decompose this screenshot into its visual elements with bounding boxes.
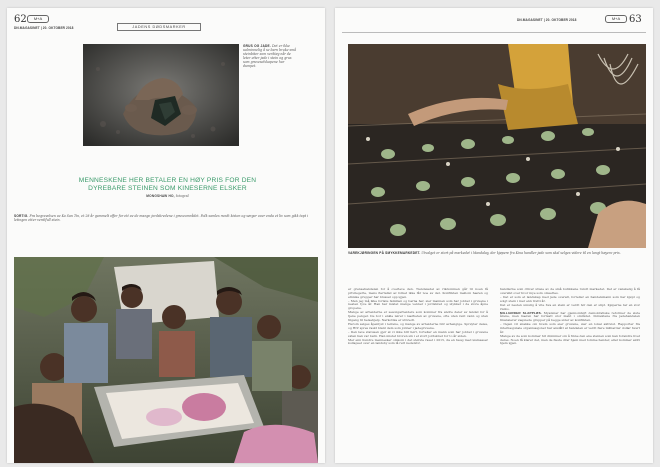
paragraph: Det er nesten umulig å vite hva en stein er verdt før den er slipt. Kjøperne tar en stor risiko.	[500, 302, 640, 311]
photo1-caption-lead: GRUS OG JADE.	[243, 44, 271, 48]
photo2-caption-lead: SORTIG.	[14, 214, 29, 218]
page-number: 62	[14, 14, 27, 25]
market-caption-text: Utvalget er stort på markedet i Mandalay, der kjøpere fra Kina handler jade som skal selges videre til en langt høyere pris.	[421, 251, 621, 255]
paragraph: Mange av de som kommer hit drømmer om å finne den ene steinen som kan forandre livet deres. Noen få klarer det, men de fleste drar hjem med tomme hender, eller kommer aldri hjem igjen.	[500, 333, 640, 346]
photo-jade-market	[348, 44, 646, 248]
paragraph: er grensehandelen for å overleve den. Tiendeiedel av rikdommen går til noen få privilegerte, mens flertallet av folket ikke får noe av det. Konflikten mellom hæren og etniske grupper har blusset opp igjen.	[348, 287, 488, 299]
paragraph: – Den lave statusen gjør at vi ikke blir hørt, forteller en mann som har jobbet i gruvene siden han var barn. Han mistet broren sin i et stort jordskred for to år siden.	[348, 329, 488, 338]
photo1-caption	[243, 44, 297, 69]
market-caption-lead: VAREKJØRINGEN PÅ SMYKKEMARKEDET.	[348, 251, 421, 255]
magazine-logo: M+A	[27, 15, 49, 23]
publication-line: DN.MAGASINET | 20. OKTOBER 2018	[14, 26, 74, 30]
header-rule	[342, 32, 646, 33]
market-photo-caption	[348, 251, 646, 255]
photo2-caption-text: Fra begravelsen av Ko San Tin, et 28 år gammelt offer for ett av de mange jordskredene i gruveområdet. Folk samles rundt kisten og sørger over enda et liv som gikk tapt i letingen etter verdifull stein.	[14, 214, 309, 223]
photo1-caption-text: Det er ikke ualminnelig å se barn bruke små steinbiter som verktøy når de leter etter jade i stein og grus som gruveselskapene har dumpet.	[243, 44, 297, 69]
paragraph: – Ingen vil snakke om hvem som eier gruvene, sier en lokal aktivist. Rapporter fra internasjonale organisasjoner har anslått at handelen er verdt flere milliarder dollar hvert år.	[500, 322, 640, 334]
paragraph: – Det er som et landskap med jade overalt, forteller en handelsmann som har kjøpt og solgt stein i mer enn tretti år.	[500, 294, 640, 303]
body-column-2	[500, 288, 640, 347]
paragraph: Myanmar har gjennomført demokratiske reformer de siste årene, men hæren har fortsatt stor makt i området. Inntektene fra jadehandelen finansierer væpnede grupper på begge sider av konflikten.	[500, 310, 641, 323]
right-page	[335, 8, 653, 463]
magazine-logo: M+A	[605, 15, 627, 23]
paragraph: Heroin selges åpenlyst i leirene, og mange av arbeiderne blir avhengige. Sprøyter deles, og HIV spres raskt blant dem som jobber i jadegruvene.	[348, 321, 488, 330]
paragraph: handlerne som driver utleie av de små butikkene rundt markedet. Det er vanskelig å få oversikt over hvor mye som omsettes.	[500, 287, 640, 295]
article-headline: MENNESKENE HER BETALER EN HØY PRIS FOR DEN DYREBARE STEINEN SOM KINESERNE ELSKER	[78, 177, 257, 192]
photo-hands-jade	[83, 44, 239, 146]
left-page	[7, 8, 325, 463]
byline-name: MONGSHAW HO,	[146, 194, 175, 198]
byline-role: fotograf	[175, 194, 189, 198]
byline	[65, 194, 270, 198]
photo2-caption	[14, 214, 314, 222]
paragraph: Mer enn hundre mennesker omkom i det største raset i 2015, da en haug med løsmasser kollapset over en landsby som lå rett nedenfor.	[348, 337, 488, 346]
publication-line: DN.MAGASINET | 20. OKTOBER 2018	[517, 18, 577, 22]
subhead: MILLIARDER SLAPPLØS.	[500, 310, 542, 315]
photo-funeral-crowd	[14, 257, 318, 463]
body-column-1	[348, 288, 488, 347]
paragraph: – Men jeg må ikke forlate familien og barna her, sier mannen som har jobbet i gruvene i nesten tyve år. Han har mistet mange venner i jordskred og ulykker i de store åpne gropene.	[348, 298, 488, 311]
page-number: 63	[629, 14, 642, 25]
section-tag: JADENS DØDSMARKER	[117, 23, 201, 31]
paragraph: Mange av arbeiderne er sesongarbeidere som kommer fra andre deler av landet for å tjene penger. De bor i enkle leirer i nærheten av gruvene, ofte uten rent vann og uten tilgang til helsehjelp. Narkotika er utbredt.	[348, 310, 488, 322]
